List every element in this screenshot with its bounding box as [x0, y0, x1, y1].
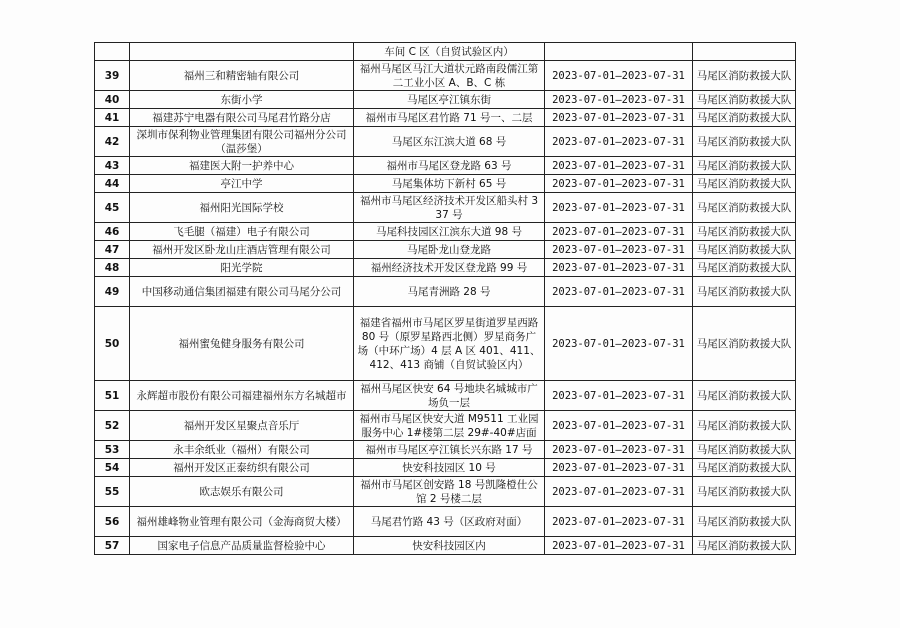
company-address: 马尾卧龙山登龙路 [354, 241, 545, 259]
company-address: 福州市马尾区创安路 18 号凯隆橙仕公馆 2 号楼二层 [354, 477, 545, 507]
table-row [95, 441, 796, 459]
company-address: 车间 C 区（自贸试验区内） [354, 43, 545, 61]
inspection-period: 2023-07-01—2023-07-31 [545, 193, 693, 223]
company-address: 福州经济技术开发区登龙路 99 号 [354, 259, 545, 277]
company-name: 亭江中学 [130, 175, 354, 193]
company-name: 国家电子信息产品质量监督检验中心 [130, 537, 354, 555]
company-name: 福建医大附一护养中心 [130, 157, 354, 175]
company-name: 福州开发区星聚点音乐厅 [130, 411, 354, 441]
company-address: 马尾科技园区江滨东大道 98 号 [354, 223, 545, 241]
inspection-period: 2023-07-01—2023-07-31 [545, 259, 693, 277]
company-address: 福州市马尾区君竹路 71 号一、二层 [354, 109, 545, 127]
inspection-period: 2023-07-01—2023-07-31 [545, 507, 693, 537]
table-row [95, 259, 796, 277]
company-name: 福州三和精密轴有限公司 [130, 61, 354, 91]
table-row [95, 43, 796, 61]
company-name: 中国移动通信集团福建有限公司马尾分公司 [130, 277, 354, 307]
company-name: 东街小学 [130, 91, 354, 109]
row-number: 41 [95, 109, 130, 127]
table-row [95, 193, 796, 223]
company-address: 马尾君竹路 43 号（区政府对面） [354, 507, 545, 537]
table-row [95, 61, 796, 91]
row-number: 52 [95, 411, 130, 441]
table-row [95, 381, 796, 411]
company-name: 飞毛腿（福建）电子有限公司 [130, 223, 354, 241]
company-address: 福州马尾区马江大道状元路南段儒江第二工业小区 A、B、C 栋 [354, 61, 545, 91]
responsible-unit: 马尾区消防救援大队 [693, 223, 796, 241]
company-name [130, 43, 354, 61]
company-name: 福州开发区卧龙山庄酒店管理有限公司 [130, 241, 354, 259]
table-row [95, 157, 796, 175]
inspection-period: 2023-07-01—2023-07-31 [545, 175, 693, 193]
company-name: 深圳市保利物业管理集团有限公司福州分公司（温莎堡） [130, 127, 354, 157]
table-row [95, 537, 796, 555]
row-number: 54 [95, 459, 130, 477]
inspection-period: 2023-07-01—2023-07-31 [545, 157, 693, 175]
company-name: 福州雄峰物业管理有限公司（金海商贸大楼） [130, 507, 354, 537]
inspection-period: 2023-07-01—2023-07-31 [545, 477, 693, 507]
company-address: 福州市马尾区亭江镇长兴东路 17 号 [354, 441, 545, 459]
responsible-unit: 马尾区消防救援大队 [693, 61, 796, 91]
company-address: 福州市马尾区登龙路 63 号 [354, 157, 545, 175]
row-number: 51 [95, 381, 130, 411]
company-address: 福建省福州市马尾区罗星街道罗星西路 80 号（原罗星路西北侧）罗星商务广场（中环广场）4 层 A 区 401、411、412、413 商铺（自贸试验区内） [354, 307, 545, 381]
inspection-period: 2023-07-01—2023-07-31 [545, 109, 693, 127]
table-row [95, 507, 796, 537]
company-address: 快安科技园区内 [354, 537, 545, 555]
company-name: 永丰余纸业（福州）有限公司 [130, 441, 354, 459]
company-name: 福州蜜兔健身服务有限公司 [130, 307, 354, 381]
inspection-table [94, 42, 796, 555]
company-address: 马尾区亭江镇东街 [354, 91, 545, 109]
inspection-period: 2023-07-01—2023-07-31 [545, 91, 693, 109]
company-address: 福州马尾区快安 64 号地块名城城市广场负一层 [354, 381, 545, 411]
row-number: 39 [95, 61, 130, 91]
table-row [95, 411, 796, 441]
table-row [95, 127, 796, 157]
table-row [95, 91, 796, 109]
table-row [95, 175, 796, 193]
company-address: 福州市马尾区经济技术开发区船头村 337 号 [354, 193, 545, 223]
inspection-period: 2023-07-01—2023-07-31 [545, 411, 693, 441]
row-number: 43 [95, 157, 130, 175]
responsible-unit: 马尾区消防救援大队 [693, 459, 796, 477]
company-address: 福州市马尾区快安大道 M9511 工业园服务中心 1#楼第二层 29#-40#店面 [354, 411, 545, 441]
company-address: 马尾青洲路 28 号 [354, 277, 545, 307]
row-number: 53 [95, 441, 130, 459]
table-row [95, 307, 796, 381]
company-name: 福州阳光国际学校 [130, 193, 354, 223]
responsible-unit: 马尾区消防救援大队 [693, 307, 796, 381]
table-row [95, 277, 796, 307]
responsible-unit: 马尾区消防救援大队 [693, 91, 796, 109]
table-row [95, 109, 796, 127]
inspection-period [545, 43, 693, 61]
responsible-unit: 马尾区消防救援大队 [693, 259, 796, 277]
company-address: 马尾集体坊下新村 65 号 [354, 175, 545, 193]
responsible-unit: 马尾区消防救援大队 [693, 193, 796, 223]
responsible-unit: 马尾区消防救援大队 [693, 381, 796, 411]
responsible-unit: 马尾区消防救援大队 [693, 537, 796, 555]
inspection-period: 2023-07-01—2023-07-31 [545, 307, 693, 381]
responsible-unit: 马尾区消防救援大队 [693, 157, 796, 175]
row-number: 50 [95, 307, 130, 381]
row-number: 49 [95, 277, 130, 307]
row-number: 55 [95, 477, 130, 507]
responsible-unit: 马尾区消防救援大队 [693, 441, 796, 459]
row-number: 48 [95, 259, 130, 277]
table-row [95, 477, 796, 507]
row-number: 44 [95, 175, 130, 193]
inspection-period: 2023-07-01—2023-07-31 [545, 61, 693, 91]
responsible-unit: 马尾区消防救援大队 [693, 175, 796, 193]
inspection-period: 2023-07-01—2023-07-31 [545, 441, 693, 459]
table-row [95, 459, 796, 477]
company-name: 阳光学院 [130, 259, 354, 277]
row-number: 45 [95, 193, 130, 223]
company-name: 欧志娱乐有限公司 [130, 477, 354, 507]
table-body [95, 43, 796, 555]
inspection-period: 2023-07-01—2023-07-31 [545, 241, 693, 259]
inspection-period: 2023-07-01—2023-07-31 [545, 381, 693, 411]
inspection-period: 2023-07-01—2023-07-31 [545, 537, 693, 555]
row-number: 40 [95, 91, 130, 109]
inspection-period: 2023-07-01—2023-07-31 [545, 223, 693, 241]
responsible-unit: 马尾区消防救援大队 [693, 127, 796, 157]
table-row [95, 223, 796, 241]
company-address: 马尾区东江滨大道 68 号 [354, 127, 545, 157]
company-name: 永辉超市股份有限公司福建福州东方名城超市 [130, 381, 354, 411]
row-number: 42 [95, 127, 130, 157]
row-number: 57 [95, 537, 130, 555]
responsible-unit: 马尾区消防救援大队 [693, 241, 796, 259]
company-address: 快安科技园区 10 号 [354, 459, 545, 477]
row-number: 47 [95, 241, 130, 259]
row-number: 56 [95, 507, 130, 537]
row-number: 46 [95, 223, 130, 241]
inspection-period: 2023-07-01—2023-07-31 [545, 459, 693, 477]
responsible-unit: 马尾区消防救援大队 [693, 411, 796, 441]
company-name: 福建苏宁电器有限公司马尾君竹路分店 [130, 109, 354, 127]
table-row [95, 241, 796, 259]
responsible-unit: 马尾区消防救援大队 [693, 477, 796, 507]
company-name: 福州开发区正泰纺织有限公司 [130, 459, 354, 477]
responsible-unit: 马尾区消防救援大队 [693, 507, 796, 537]
row-number [95, 43, 130, 61]
inspection-period: 2023-07-01—2023-07-31 [545, 277, 693, 307]
responsible-unit [693, 43, 796, 61]
responsible-unit: 马尾区消防救援大队 [693, 109, 796, 127]
inspection-period: 2023-07-01—2023-07-31 [545, 127, 693, 157]
responsible-unit: 马尾区消防救援大队 [693, 277, 796, 307]
